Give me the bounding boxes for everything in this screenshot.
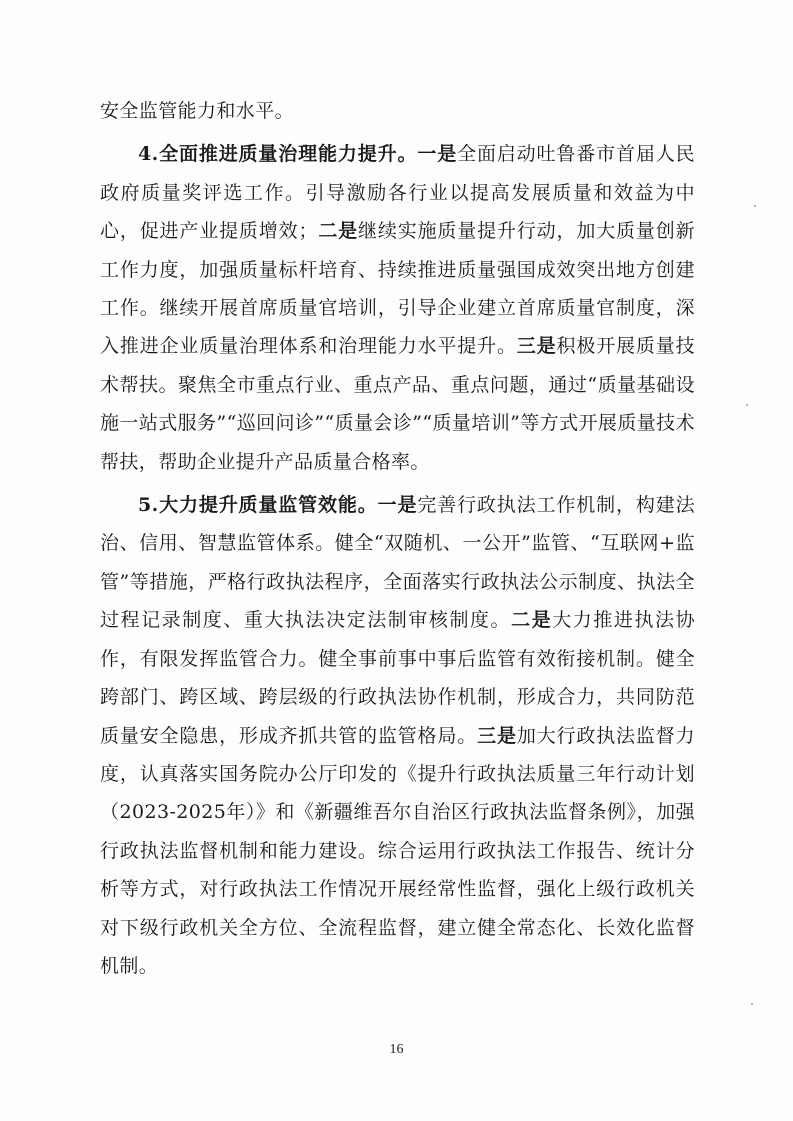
section-5-paragraph (100, 486, 695, 985)
section-5-point-2-text: 大力推进执法协作，有限发挥监管合力。健全事前事中事后监管有效衔接机制。健全跨部门、跨区域、跨层级的行政执法协作机制，形成合力，共同防范质量安全隐患，形成齐抓共管的监管格局。 (100, 609, 695, 747)
section-4-paragraph (100, 135, 695, 481)
section-4-point-1-text: 全面启动吐鲁番市首届人民政府质量奖评选工作。引导激励各行业以提高发展质量和效益为中心，促进产业提质增效； (100, 143, 695, 243)
section-4-heading: 4.全面推进质量治理能力提升。 (138, 143, 418, 166)
section-4-point-3-label: 三是 (516, 335, 557, 358)
scan-speck (746, 404, 748, 406)
section-4-point-2-text: 继续实施质量提升行动，加大质量创新工作力度，加强质量标杆培育、持续推进质量强国成效突出地方创建工作。继续开展首席质量官培训，引导企业建立首席质量官制度，深入推进企业质量治理体系和治理能力水平提升。 (100, 220, 695, 358)
section-4-point-2-label: 二是 (317, 220, 359, 243)
document-body (100, 92, 695, 985)
section-5-point-1-label: 一是 (377, 494, 418, 517)
scan-speck (751, 1003, 753, 1005)
lead-text: 安全监管能力和水平。 (100, 100, 295, 122)
lead-paragraph (100, 92, 695, 130)
section-5-point-1-text: 完善行政执法工作机制，构建法治、信用、智慧监管体系。健全“双随机、一公开”监管、“互联网+监管”等措施，严格行政执法程序，全面落实行政执法公示制度、执法全过程记录制度、重大执法决定法制审核制度。 (100, 494, 695, 632)
section-5-heading: 5.大力提升质量监管效能。 (138, 494, 378, 517)
section-5-point-2-label: 二是 (511, 609, 553, 632)
section-5-point-3-text: 加大行政执法监督力度，认真落实国务院办公厅印发的《提升行政执法质量三年行动计划（2023-2025年）》和《新疆维吾尔自治区行政执法监督条例》，加强行政执法监督机制和能力建设。综合运用行政执法工作报告、统计分析等方式，对行政执法工作情况开展经常性监督，强化上级行政机关对下级行政机关全方位、全流程监督，建立健全常态化、长效化监督机制。 (100, 724, 695, 977)
scan-speck (754, 205, 756, 207)
page-number: 16 (389, 1042, 404, 1057)
section-5-point-3-label: 三是 (477, 724, 517, 747)
section-4-point-1-label: 一是 (417, 143, 458, 166)
section-4-point-3-text: 积极开展质量技术帮扶。聚焦全市重点行业、重点产品、重点问题，通过“质量基础设施一站式服务”“巡回问诊”“质量会诊”“质量培训”等方式开展质量技术帮扶，帮助企业提升产品质量合格率。 (100, 335, 695, 473)
